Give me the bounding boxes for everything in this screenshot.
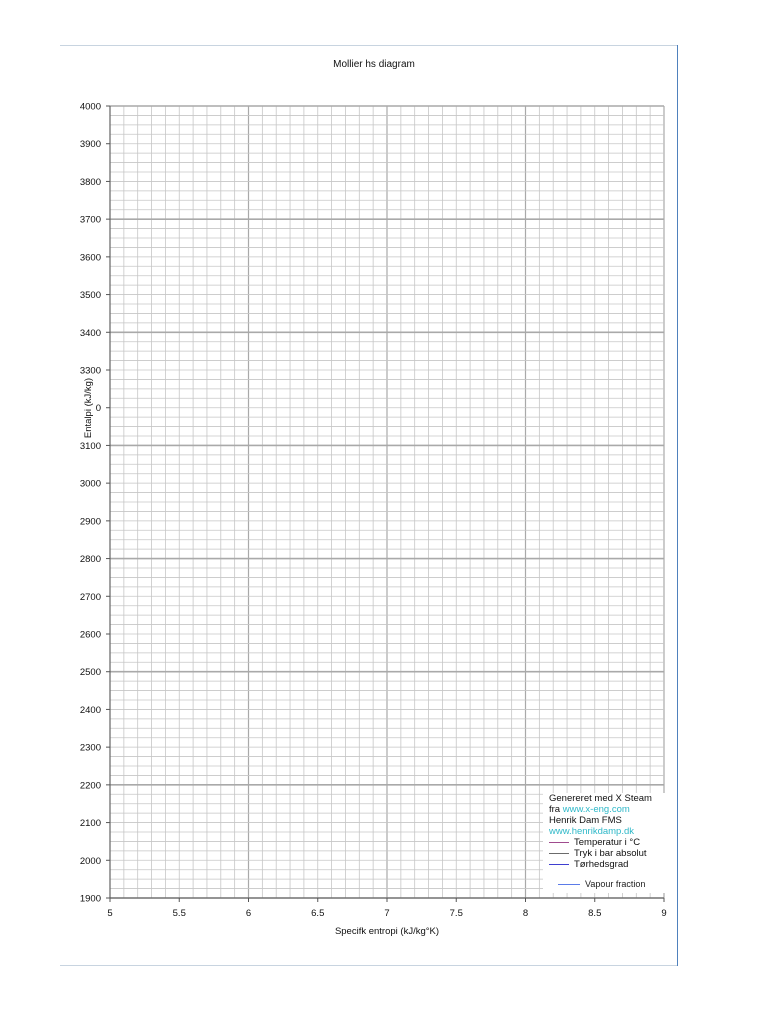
- legend-generated-text: Genereret med X Steam: [549, 793, 652, 804]
- legend-entry-dryness: [543, 859, 665, 870]
- x-tick-label: 9: [661, 908, 667, 919]
- y-tick-label: 3700: [79, 214, 101, 226]
- y-tick-label: 3500: [79, 290, 101, 302]
- legend-swatch-pressure: [549, 853, 569, 854]
- x-tick-label: 5.5: [172, 908, 186, 919]
- y-tick-label: 3800: [79, 176, 101, 188]
- legend-swatch-temperature: [549, 842, 569, 843]
- legend-swatch-vapour-fraction: [558, 884, 580, 885]
- x-tick-label: 7.5: [449, 908, 463, 919]
- legend-source-prefix: fra: [549, 804, 563, 815]
- legend-swatch-dryness: [549, 864, 569, 865]
- legend-entry-pressure: [543, 848, 665, 859]
- legend-entry-temperature: [543, 837, 665, 848]
- legend-label-temperature: Temperatur i °C: [574, 837, 641, 848]
- y-tick-label: 0: [95, 403, 101, 415]
- x-tick-labels: [107, 908, 666, 919]
- y-tick-labels: [80, 102, 101, 905]
- y-tick-label: 3600: [79, 252, 101, 264]
- y-tick-label: 2000: [79, 855, 101, 867]
- x-eng-link[interactable]: www.x-eng.com: [562, 804, 630, 815]
- y-tick-label: 4000: [79, 101, 101, 113]
- y-tick-label: 2800: [79, 554, 101, 566]
- x-tick-label: 8.5: [588, 908, 602, 919]
- legend-label-vapour-fraction: Vapour fraction: [585, 879, 646, 889]
- x-tick-label: 5: [107, 908, 113, 919]
- y-tick-label: 2300: [79, 742, 101, 754]
- plot-grid: [110, 106, 664, 898]
- y-tick-label: 3300: [79, 365, 101, 377]
- y-tick-label: 2100: [79, 818, 101, 830]
- y-axis-label: Entalpi (kJ/kg): [83, 377, 94, 439]
- chart-title: Mollier hs diagram: [333, 59, 415, 70]
- legend-author: Henrik Dam FMS: [549, 815, 622, 826]
- henrikdamp-link[interactable]: www.henrikdamp.dk: [549, 826, 635, 837]
- y-tick-label: 3400: [79, 327, 101, 339]
- plot-axes: [106, 106, 664, 902]
- chart-legend: [543, 793, 665, 893]
- y-tick-label: 3000: [79, 478, 101, 490]
- legend-label-pressure: Tryk i bar absolut: [574, 848, 647, 859]
- y-tick-label: 2600: [79, 629, 101, 641]
- y-tick-label: 2900: [79, 516, 101, 528]
- y-tick-label: 2700: [79, 591, 101, 603]
- y-tick-label: 2400: [79, 704, 101, 716]
- x-tick-label: 7: [384, 908, 390, 919]
- x-tick-label: 8: [522, 908, 529, 919]
- y-tick-label: 3900: [79, 139, 101, 151]
- x-axis-label: Specifk entropi (kJ/kg°K): [334, 926, 440, 937]
- y-tick-label: 1900: [79, 893, 101, 905]
- y-tick-label: 3100: [79, 440, 101, 452]
- y-tick-label: 2200: [79, 780, 101, 792]
- legend-entry-vapour-fraction: [558, 879, 645, 889]
- y-tick-label: 2500: [79, 667, 101, 679]
- legend-source-line: [543, 804, 665, 815]
- x-tick-label: 6: [245, 908, 252, 919]
- legend-label-dryness: Tørhedsgrad: [574, 859, 629, 870]
- x-tick-label: 6.5: [311, 908, 325, 919]
